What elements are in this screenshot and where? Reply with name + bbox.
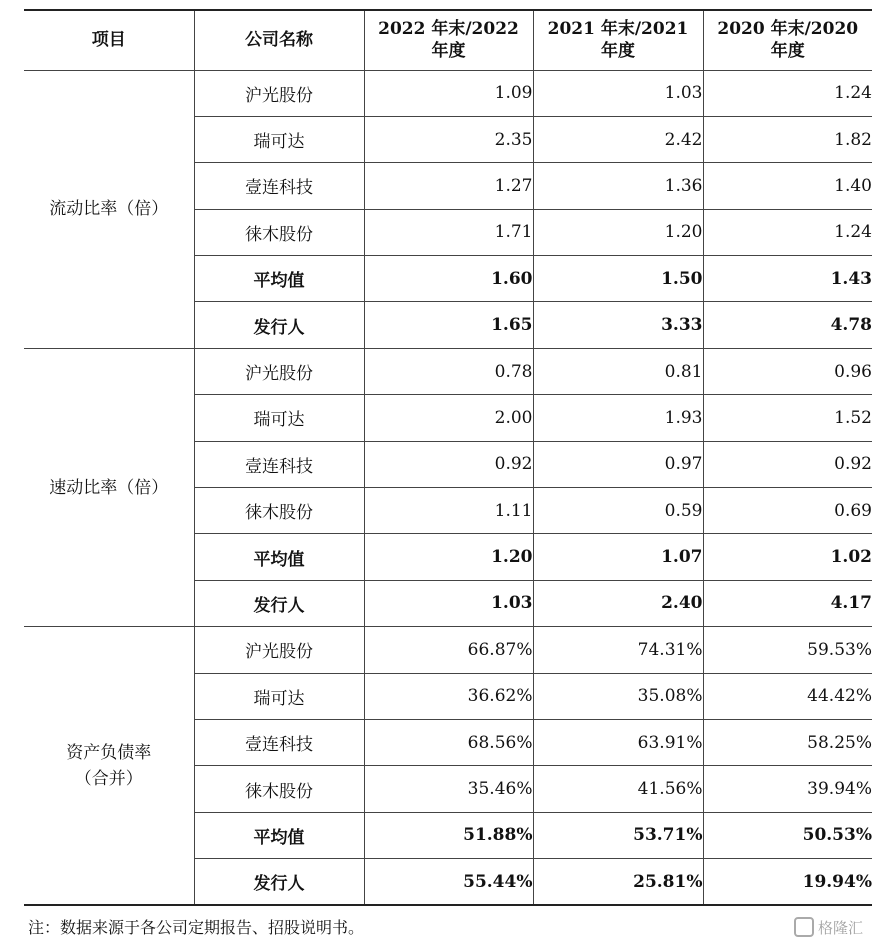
value-cell-2020: 1.40 bbox=[703, 163, 872, 209]
value-cell-2022: 2.00 bbox=[364, 395, 533, 441]
value-cell-2021: 35.08% bbox=[533, 673, 703, 719]
table-row bbox=[24, 70, 872, 116]
watermark-text: 格隆汇 bbox=[818, 918, 864, 937]
value-cell-2020: 1.02 bbox=[703, 534, 872, 580]
gelonghui-logo-icon bbox=[794, 917, 814, 937]
value-cell-2022: 0.78 bbox=[364, 348, 533, 394]
value-cell-2020: 19.94% bbox=[703, 859, 872, 905]
company-cell: 发行人 bbox=[194, 859, 364, 905]
value-cell-2021: 41.56% bbox=[533, 766, 703, 812]
value-cell-2020: 4.78 bbox=[703, 302, 872, 348]
value-cell-2020: 0.69 bbox=[703, 488, 872, 534]
company-cell: 沪光股份 bbox=[194, 70, 364, 116]
value-cell-2022: 35.46% bbox=[364, 766, 533, 812]
company-cell: 平均值 bbox=[194, 256, 364, 302]
value-cell-2020: 1.43 bbox=[703, 256, 872, 302]
table-row bbox=[24, 627, 872, 673]
footnote: 注：数据来源于各公司定期报告、招股说明书。 bbox=[28, 918, 365, 937]
company-cell: 沪光股份 bbox=[194, 348, 364, 394]
value-cell-2022: 36.62% bbox=[364, 673, 533, 719]
value-cell-2022: 2.35 bbox=[364, 116, 533, 162]
header-2021: 2021 年末/2021 年度 bbox=[533, 10, 703, 70]
value-cell-2020: 59.53% bbox=[703, 627, 872, 673]
table-row bbox=[24, 348, 872, 394]
company-cell: 沪光股份 bbox=[194, 627, 364, 673]
company-cell: 壹连科技 bbox=[194, 441, 364, 487]
value-cell-2020: 4.17 bbox=[703, 580, 872, 626]
value-cell-2021: 1.07 bbox=[533, 534, 703, 580]
company-cell: 发行人 bbox=[194, 302, 364, 348]
value-cell-2020: 1.24 bbox=[703, 209, 872, 255]
company-cell: 平均值 bbox=[194, 534, 364, 580]
company-cell: 壹连科技 bbox=[194, 163, 364, 209]
value-cell-2021: 2.42 bbox=[533, 116, 703, 162]
value-cell-2022: 0.92 bbox=[364, 441, 533, 487]
header-item: 项目 bbox=[24, 10, 194, 70]
watermark bbox=[794, 915, 884, 939]
value-cell-2021: 1.36 bbox=[533, 163, 703, 209]
value-cell-2020: 1.82 bbox=[703, 116, 872, 162]
value-cell-2021: 1.50 bbox=[533, 256, 703, 302]
header-2022: 2022 年末/2022 年度 bbox=[364, 10, 533, 70]
value-cell-2022: 55.44% bbox=[364, 859, 533, 905]
value-cell-2022: 1.11 bbox=[364, 488, 533, 534]
value-cell-2021: 0.59 bbox=[533, 488, 703, 534]
value-cell-2021: 25.81% bbox=[533, 859, 703, 905]
value-cell-2022: 68.56% bbox=[364, 719, 533, 765]
company-cell: 瑞可达 bbox=[194, 116, 364, 162]
value-cell-2022: 1.71 bbox=[364, 209, 533, 255]
value-cell-2022: 1.20 bbox=[364, 534, 533, 580]
value-cell-2020: 1.24 bbox=[703, 70, 872, 116]
value-cell-2022: 1.09 bbox=[364, 70, 533, 116]
value-cell-2020: 1.52 bbox=[703, 395, 872, 441]
value-cell-2021: 1.20 bbox=[533, 209, 703, 255]
value-cell-2021: 0.97 bbox=[533, 441, 703, 487]
value-cell-2021: 1.93 bbox=[533, 395, 703, 441]
value-cell-2021: 1.03 bbox=[533, 70, 703, 116]
value-cell-2021: 63.91% bbox=[533, 719, 703, 765]
company-cell: 徕木股份 bbox=[194, 766, 364, 812]
value-cell-2020: 50.53% bbox=[703, 812, 872, 858]
value-cell-2020: 39.94% bbox=[703, 766, 872, 812]
value-cell-2020: 0.96 bbox=[703, 348, 872, 394]
header-2020: 2020 年末/2020 年度 bbox=[703, 10, 872, 70]
company-cell: 徕木股份 bbox=[194, 488, 364, 534]
value-cell-2020: 44.42% bbox=[703, 673, 872, 719]
category-cell: 速动比率（倍） bbox=[24, 348, 194, 626]
category-cell: 资产负债率 （合并） bbox=[24, 627, 194, 905]
company-cell: 发行人 bbox=[194, 580, 364, 626]
value-cell-2022: 1.03 bbox=[364, 580, 533, 626]
company-cell: 瑞可达 bbox=[194, 673, 364, 719]
value-cell-2021: 3.33 bbox=[533, 302, 703, 348]
value-cell-2021: 0.81 bbox=[533, 348, 703, 394]
company-cell: 平均值 bbox=[194, 812, 364, 858]
financial-ratio-table bbox=[24, 9, 872, 906]
company-cell: 瑞可达 bbox=[194, 395, 364, 441]
value-cell-2020: 58.25% bbox=[703, 719, 872, 765]
value-cell-2022: 51.88% bbox=[364, 812, 533, 858]
value-cell-2021: 53.71% bbox=[533, 812, 703, 858]
value-cell-2022: 1.27 bbox=[364, 163, 533, 209]
value-cell-2020: 0.92 bbox=[703, 441, 872, 487]
value-cell-2022: 66.87% bbox=[364, 627, 533, 673]
value-cell-2021: 74.31% bbox=[533, 627, 703, 673]
value-cell-2022: 1.60 bbox=[364, 256, 533, 302]
header-company: 公司名称 bbox=[194, 10, 364, 70]
category-cell: 流动比率（倍） bbox=[24, 70, 194, 348]
company-cell: 壹连科技 bbox=[194, 719, 364, 765]
company-cell: 徕木股份 bbox=[194, 209, 364, 255]
table-header-row bbox=[24, 10, 872, 70]
value-cell-2021: 2.40 bbox=[533, 580, 703, 626]
value-cell-2022: 1.65 bbox=[364, 302, 533, 348]
